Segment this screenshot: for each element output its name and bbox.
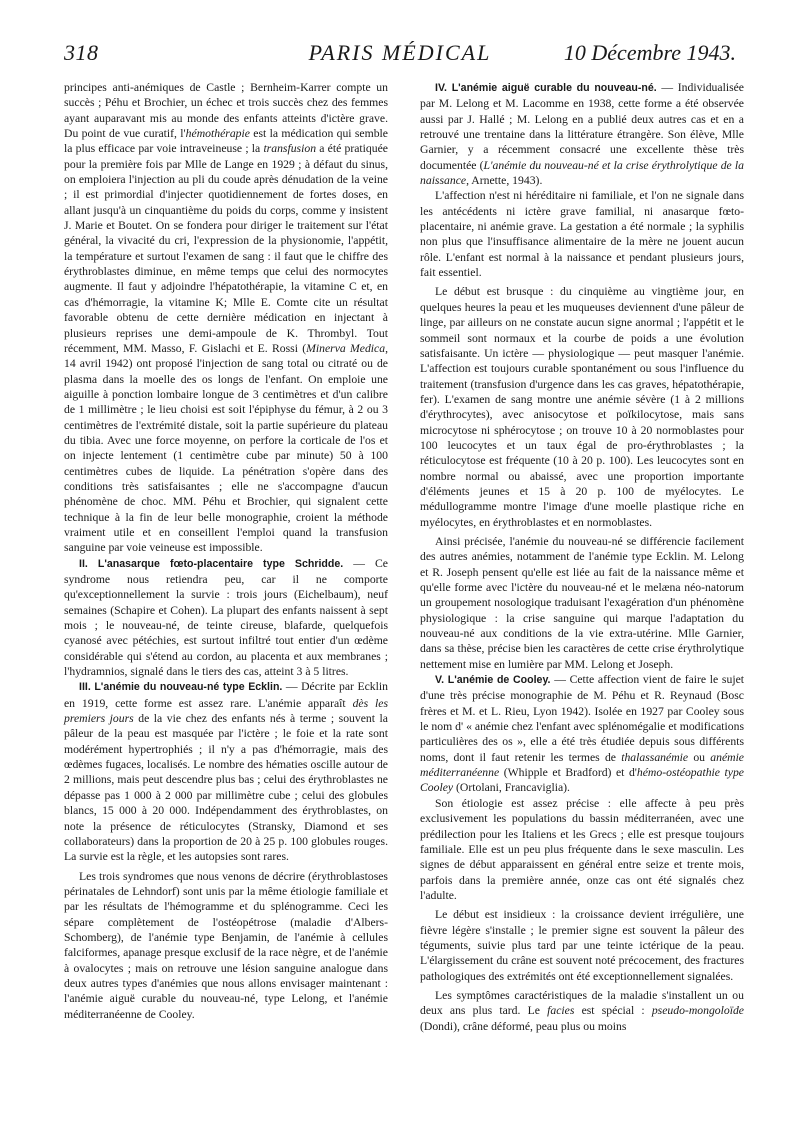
paragraph: Les symptômes caractéristiques de la maladie s'installent un ou deux ans plus tard. Le facies est spécial : pseudo-mongoloïde (Dondi), crâne déformé, peau plus ou moins: [420, 988, 744, 1033]
section-heading: II. L'anasarque fœto-placentaire type Schridde.: [79, 557, 344, 570]
section-paragraph: IV. L'anémie aiguë curable du nouveau-né. — Individualisée par M. Lelong et M. Lacomme en 1938, cette forme a été observée aussi par J. Hallé ; M. Lelong en a publié deux autres cas et en a retrouvé une trentaine dans la littérature étrangère. Son élève, Mlle Garnier, y a récemment consacré une excellente thèse très documentée (L'anémie du nouveau-né et la crise érythrolytique de la naissance, Arnette, 1943).: [420, 81, 744, 188]
section-paragraph: II. L'anasarque fœto-placentaire type Schridde. — Ce syndrome nous retiendra peu, car il ne comporte qu'exceptionnellement la survie : trois jours (Eichelbaum), neuf semaines (Schapire et Cohen). La plupart des enfants naissent à sept mois ; le nouveau-né, de teinte cireuse, blafarde, quelquefois cyanosé avec pétéchies, est surtout infiltré tout entier d'un œdème considérable qui s'étend au cordon, au placenta et aux membranes ; l'hydramnios, signalé dans le tiers des cas, atteint 3 à 5 litres.: [64, 556, 388, 679]
page-number: 318: [64, 40, 99, 65]
paragraph: Le début est insidieux : la croissance devient irrégulière, une fièvre légère s'installe ; le premier signe est souvent la pâleur des téguments, suivie plus tard par une teinte ictérique de la peau. L'élargissement du crâne est souvent noté précocement, des fractures pathologiques des extrémités ont été exceptionnellement signalées.: [420, 908, 744, 983]
issue-date: 10 Décembre 1943.: [563, 40, 736, 65]
journal-title: PARIS MÉDICAL: [308, 40, 492, 65]
paragraph: L'affection n'est ni héréditaire ni familiale, et l'on ne signale dans les antécédents ni ictère grave familial, ni anasarque fœto-placentaire, ni anémie grave. La gestation a été normale ; la syphilis non plus que l'insuffisance alimentaire de la mère ne jouent aucun rôle. L'enfant est normal à la naissance et pendant plusieurs jours, fait essentiel.: [420, 189, 744, 280]
right-column: [420, 80, 744, 1034]
running-header: [64, 40, 736, 70]
paragraph: principes anti-anémiques de Castle ; Bernheim-Karrer compte un succès ; Péhu et Brochier, un échec et trois succès chez des femmes ayant auparavant mis au monde des enfants atteints d'ictère grave. Du point de vue curatif, l'hémothérapie est la médication qui semble la plus efficace par voie intraveineuse ; la transfusion a été pratiquée pour la première fois par Mlle de Lange en 1929 ; à défaut du sinus, on emploiera l'injection au pli du coude après dénudation de la veine ; il est primordial d'injecter quotidiennement de fortes doses, en allant jusqu'à un cinquantième du poids du corps, comme y insistent J. Marie et Boutet. On se fondera pour diriger le traitement sur l'état général, la vivacité du cri, l'expression de la physionomie, l'appétit, la température et surtout l'examen de sang : il faut que le chiffre des érythroblastes diminue, en même temps que celui des normocytes augmente. Il faut y adjoindre l'hépatothérapie, la vitamine C et, en cas d'hémorragie, la vitamine K; Mlle E. Comte cite un résultat favorable obtenu de cette dernière médication en injectant à plusieurs reprises une demi-ampoule de K. Thrombyl. Tout récemment, MM. Masso, F. Gislachi et E. Rossi (Minerva Medica, 14 avril 1942) ont proposé l'injection de sang total ou citraté ou de plasma dans la moelle des os longs de l'enfant. On emploie une aiguille à ponction lombaire longue de 3 centimètres et d'un calibre de 1 millimètre ; le lieu choisi est soit l'épiphyse du fémur, à 2 ou 3 centimètres de l'extrémité distale, soit la partie supérieure du plateau du tibia. Avec une force moyenne, on perfore la corticale de l'os et on injecte lentement (1 centimètre cube par minute) 50 à 100 centimètres cubes de liquide. La pénétration s'opère dans des conditions très satisfaisantes ; elle ne s'accompagne d'aucun phénomène de choc. MM. Péhu et Brochier, qui signalent cette technique à la fin de leur belle monographie, croient la méthode vraiment utile et en conseillent l'emploi quand la transfusion sanguine par voie veineuse est impossible.: [64, 81, 388, 555]
section-heading: III. L'anémie du nouveau-né type Ecklin.: [79, 681, 283, 694]
paragraph: Ainsi précisée, l'anémie du nouveau-né se différencie facilement des autres anémies, notamment de l'anémie type Ecklin. M. Lelong et R. Joseph pensent qu'elle est liée au fait de la naissance même et qu'elle forme avec l'ictère du nouveau-né et le melæna néo-natorum un groupement nosologique traduisant l'exagération d'un phénomène physiologique : la crise sanguine qui marque l'adaptation du nouveau-né aux conditions de la vie extra-utérine. Mlle Garnier, dans sa thèse, précise bien les caractères de cette crise érythrolytique nettement mise en lumière par MM. Lelong et Joseph.: [420, 534, 744, 671]
section-heading: IV. L'anémie aiguë curable du nouveau-né.: [435, 82, 657, 94]
paragraph: Le début est brusque : du cinquième au vingtième jour, en quelques heures la peau et les muqueuses deviennent d'une pâleur de linge, par ailleurs on ne constate aucun signe anormal ; l'appétit et le sommeil sont normaux et la courbe de poids a une évolution satisfaisante. Un ictère — physiologique — peut masquer l'anémie. L'affection est toujours curable spontanément ou sous l'influence du traitement (transfusion d'urgence dans les cas graves, hépatothérapie, fer). L'examen de sang montre une anémie sévère (1 à 2 millions d'érythrocytes), avec anisocytose et poïkilocytose, mais sans microcytose ni sphérocytose ; on trouve 10 à 20 normoblastes pour 100 leucocytes et un taux égal de pro-érythroblastes ; la réticulocytose est fréquente (10 à 20 p. 100). Les leucocytes sont en nombre normal ou abaissé, avec une proportion importante d'éléments jeunes et 15 à 20 p. 100 de myélocytes. Le médullogramme montre l'image d'une moelle plastique riche en myélocytes, en érythroblastes et en normoblastes.: [420, 285, 744, 529]
section-heading: V. L'anémie de Cooley.: [435, 674, 551, 687]
left-column: [64, 80, 388, 1022]
paragraph: Son étiologie est assez précise : elle affecte à peu près exclusivement les populations du bassin méditerranéen, avec une prédilection pour les Italiens et les Grecs ; elle est presque toujours familiale. Elle est un peu plus fréquente dans le sexe masculin. Les signes de début apparaissent en général entre seize et trente mois, parfois dans la première année, onze cas ont été signalés chez l'adulte.: [420, 796, 744, 902]
section-paragraph: V. L'anémie de Cooley. — Cette affection vient de faire le sujet d'une très précise monographie de M. Péhu et R. Reynaud (Bosc frères et M. et L. Rieu, Lyon 1942). Isolée en 1927 par Cooley sous le nom d' « anémie chez l'enfant avec splénomégalie et modifications particulières des os », elle a été très étudiée depuis sous différents noms, dont il faut retenir les termes de thalassanémie ou anémie méditerranéenne (Whipple et Bradford) et d'hémo-ostéopathie type Cooley (Ortolani, Francaviglia).: [420, 673, 744, 795]
section-paragraph: III. L'anémie du nouveau-né type Ecklin. — Décrite par Ecklin en 1919, cette forme est assez rare. L'anémie apparaît dès les premiers jours de la vie chez des enfants nés à terme ; souvent la pâleur de la peau est masquée par l'ictère ; le foie et la rate sont modérément hypertrophiés ; il n'y a pas d'hémorragie, mais des œdèmes fugaces, localisés. Le nombre des hématies oscille autour de 2 millions, mais peut descendre plus bas ; celui des érythroblastes ne dépasse pas 1 000 à 2 000 par millimètre cube ; celui des globules blancs, 15 000 à 20 000. Indépendamment des érythroblastes, on note la présence de réticulocytes (Stransky, Diamond et ses collaborateurs) dans la proportion de 20 à 25 p. 100 globules rouges. La survie est la règle, et les autopsies sont rares.: [64, 680, 389, 864]
paragraph: Les trois syndromes que nous venons de décrire (érythroblastoses périnatales de Lehndorf) sont unis par la même étiologie familiale et par les résultats de l'hémogramme et du splénogramme. Ceci les sépare complètement de l'ostéopétrose (maladie d'Albers-Schomberg), de l'anémie type Benjamin, de l'anémie à cellules falciformes, apanage presque exclusif de la race nègre, et de l'anémie à ovalocytes ; mais on retrouve une lésion sanguine analogue dans deux autres types d'anémies que nous allons envisager maintenant : l'anémie aiguë curable du nouveau-né, type Lelong, et l'anémie méditerranéenne de Cooley.: [64, 869, 388, 1021]
